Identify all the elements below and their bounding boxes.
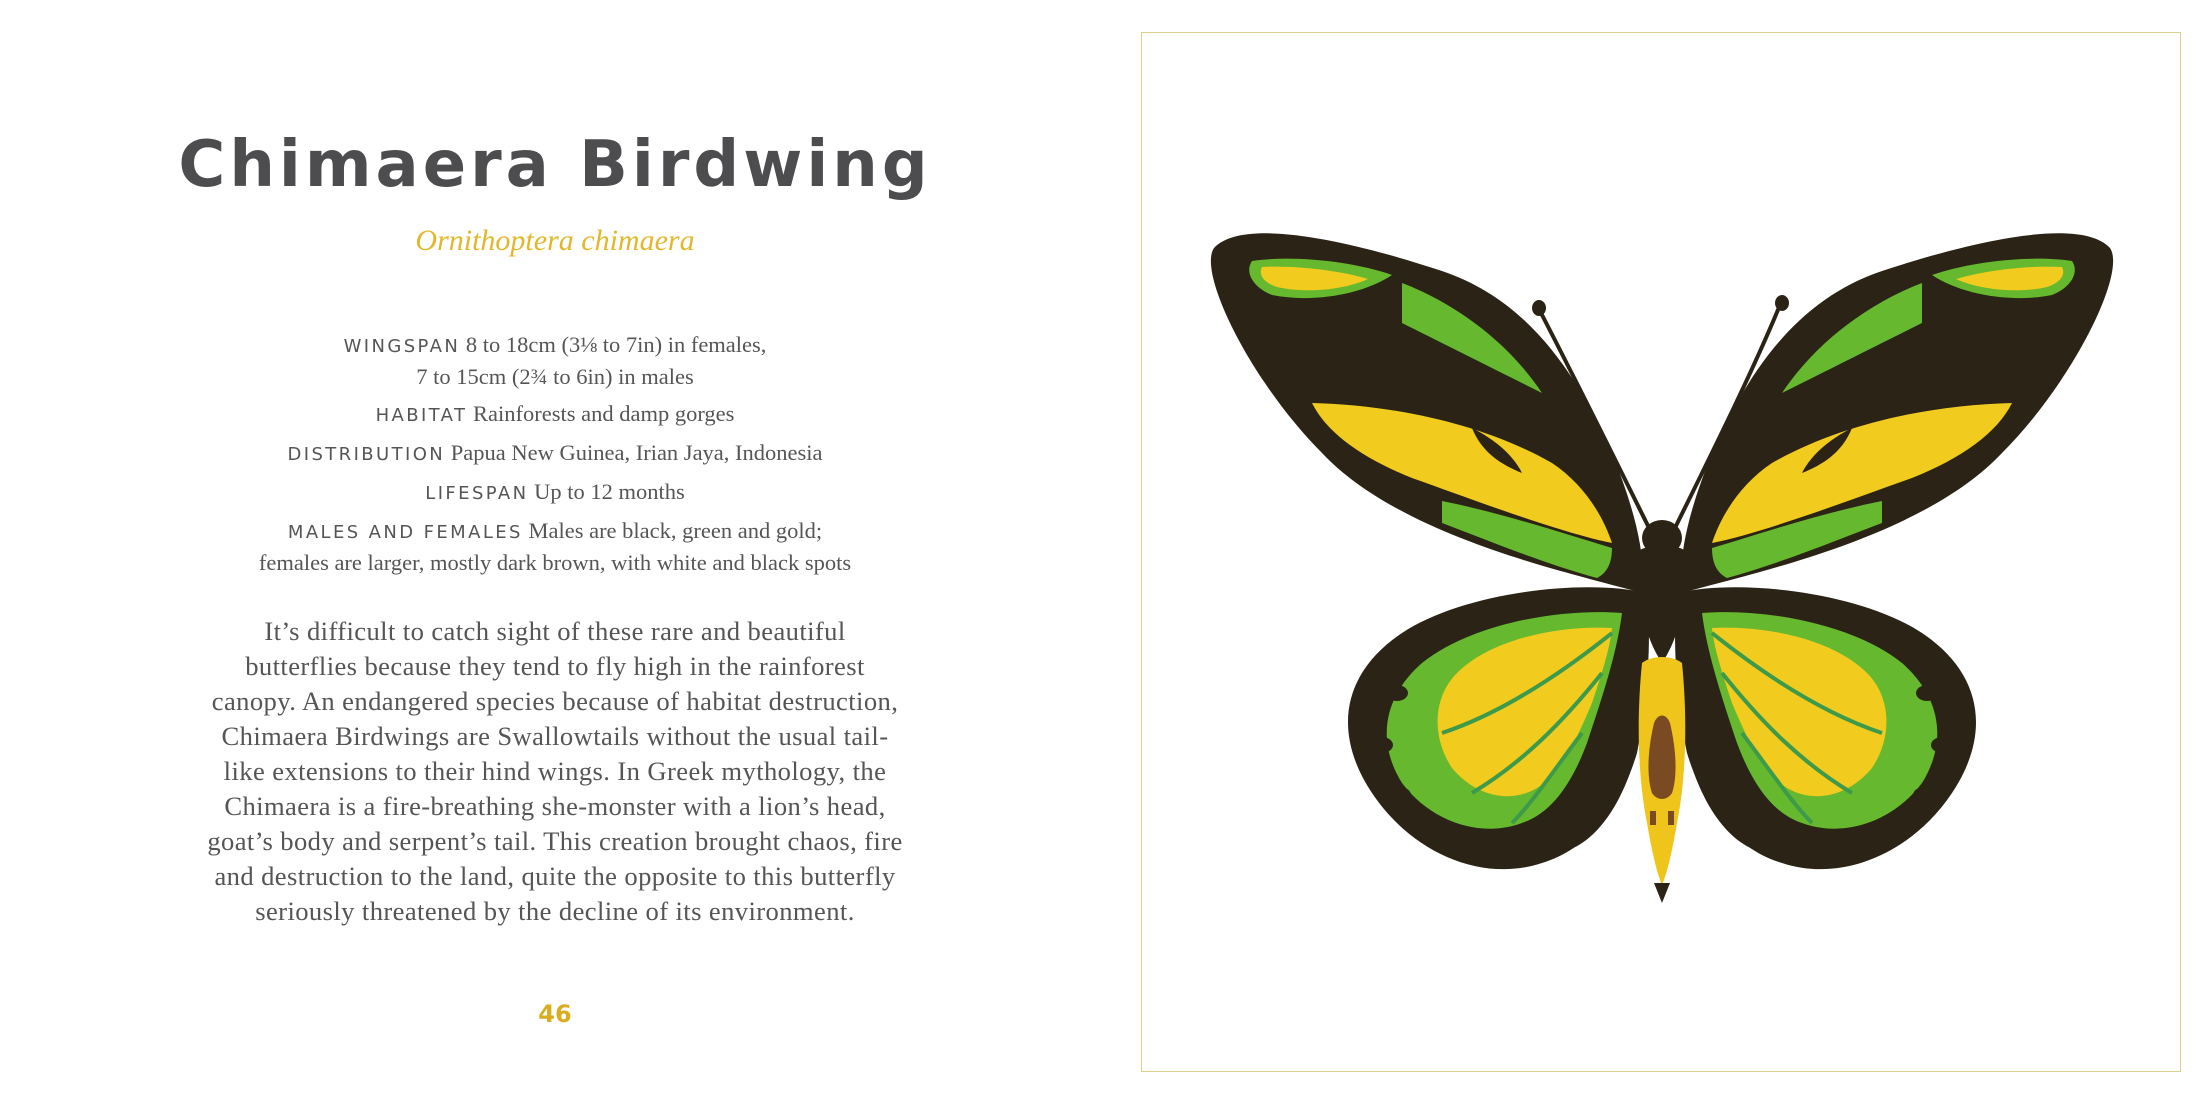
fact-text: Males are black, green and gold; — [528, 518, 823, 543]
fact-label: MALES AND FEMALES — [287, 522, 523, 543]
scientific-name: Ornithoptera chimaera — [415, 224, 695, 257]
body-line: Chimaera is a fire-breathing she-monster with a lion’s head, — [224, 791, 886, 821]
wing-spot — [1916, 685, 1938, 701]
right-hindwing — [1675, 587, 1976, 869]
wing-spot — [1931, 737, 1953, 753]
body-line: goat’s body and serpent’s tail. This creation brought chaos, fire — [207, 826, 903, 856]
fact-text-continued: females are larger, mostly dark brown, with white and black spots — [258, 550, 852, 575]
fact-lifespan — [0, 477, 1110, 509]
fact-text: 8 to 18cm (3⅛ to 7in) in females, — [465, 332, 767, 357]
fact-label: HABITAT — [375, 405, 468, 426]
body-line: It’s difficult to catch sight of these rare and beautiful — [264, 616, 846, 646]
fact-distribution — [0, 438, 1110, 470]
page-number: 46 — [538, 1000, 572, 1028]
left-hindwing — [1348, 587, 1649, 869]
body-line: seriously threatened by the decline of its environment. — [255, 896, 855, 926]
wing-spot — [1371, 737, 1393, 753]
fact-label: DISTRIBUTION — [287, 444, 446, 465]
page-title: Chimaera Birdwing — [178, 128, 932, 202]
fact-wingspan — [0, 330, 1110, 392]
wing-spot — [1913, 787, 1935, 803]
fact-habitat — [0, 399, 1110, 431]
illustration-frame — [1141, 32, 2181, 1072]
butterfly-illustration — [1142, 33, 2182, 1073]
facts-block — [0, 330, 1110, 585]
body-text — [150, 614, 960, 929]
body-line: canopy. An endangered species because of habitat destruction, — [211, 686, 899, 716]
fact-text: Papua New Guinea, Irian Jaya, Indonesia — [450, 440, 823, 465]
wing-spot — [1386, 685, 1408, 701]
butterfly-body — [1637, 520, 1687, 903]
body-line: Chimaera Birdwings are Swallowtails without the usual tail- — [221, 721, 889, 751]
fact-text: Up to 12 months — [534, 479, 685, 504]
right-forewing — [1681, 233, 2113, 593]
left-forewing — [1211, 233, 1643, 593]
wing-spot — [1389, 787, 1411, 803]
fact-label: WINGSPAN — [343, 336, 461, 357]
body-line: like extensions to their hind wings. In Greek mythology, the — [223, 756, 887, 786]
fact-males-and-females — [0, 516, 1110, 578]
fact-text: Rainforests and damp gorges — [473, 401, 735, 426]
body-line: and destruction to the land, quite the opposite to this butterfly — [214, 861, 896, 891]
body-line: butterflies because they tend to fly high in the rainforest — [245, 651, 865, 681]
fact-label: LIFESPAN — [425, 483, 529, 504]
fact-text-continued: 7 to 15cm (2¾ to 6in) in males — [416, 364, 694, 389]
